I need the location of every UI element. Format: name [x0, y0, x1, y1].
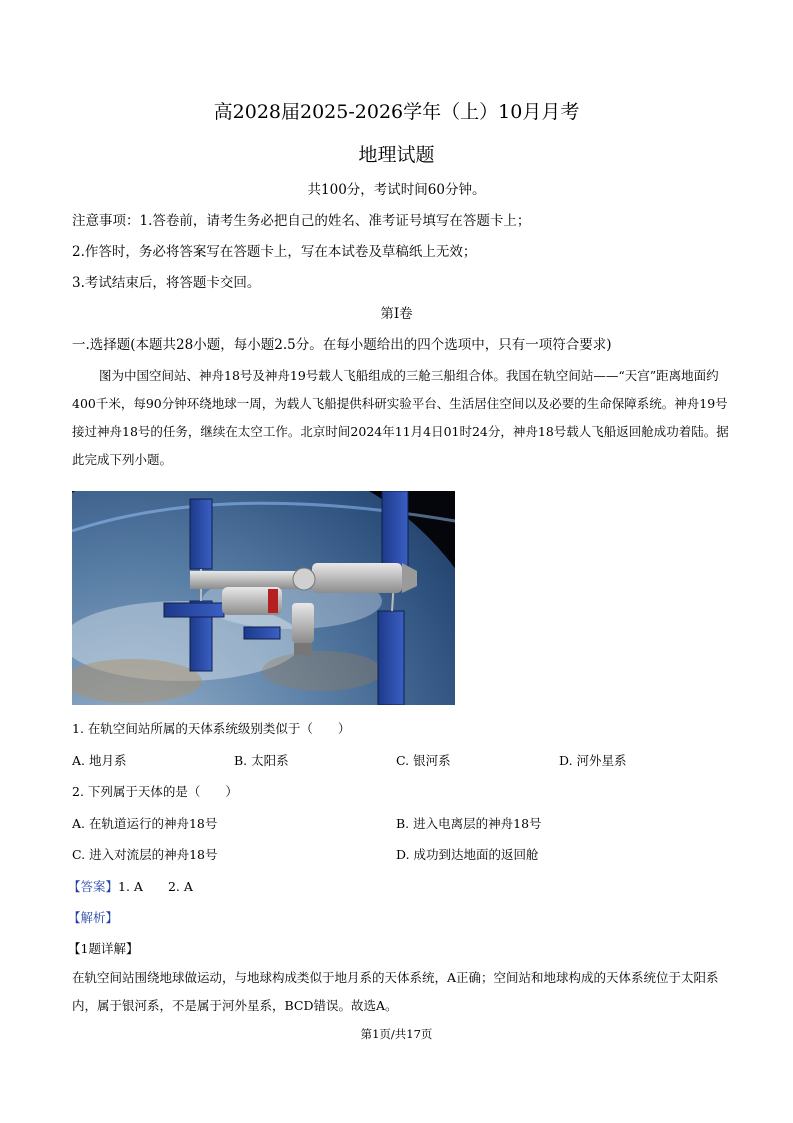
page-footer: 第1页/共17页: [360, 1027, 433, 1041]
detail-text: 在轨空间站围绕地球做运动，与地球构成类似于地月系的天体系统，A正确；空间站和地球构成的天体系统位于太阳系内，属于银河系，不是属于河外星系，BCD错误。故选A。: [72, 970, 719, 1013]
score-time-line: 共100分，考试时间60分钟。: [307, 182, 486, 198]
question-1-option-d: D. 河外星系: [559, 753, 627, 768]
answer-label: 【答案】: [68, 879, 119, 894]
exam-title: 高2028届2025-2026学年（上）10月月考: [213, 101, 580, 123]
question-2-option-d: D. 成功到达地面的返回舱: [396, 847, 539, 862]
answer-values: 1. A 2. A: [118, 879, 193, 894]
space-station-figure: [72, 491, 455, 705]
question-1-option-b: B. 太阳系: [234, 753, 289, 768]
answer-line: [68, 877, 193, 895]
section-heading: 一.选择题(本题共28小题，每小题2.5分。在每小题给出的四个选项中，只有一项符合要求): [72, 337, 612, 353]
note-line-1: 注意事项：1.答卷前，请考生务必把自己的姓名、准考证号填写在答题卡上；: [72, 213, 531, 229]
space-station-image: [72, 491, 455, 705]
analysis-label: 【解析】: [68, 910, 119, 925]
question-1-stem: 1. 在轨空间站所属的天体系统级别类似于（ ）: [72, 721, 351, 736]
question-2-option-b: B. 进入电离层的神舟18号: [396, 816, 542, 831]
question-1-option-c: C. 银河系: [396, 753, 451, 768]
question-2-option-a: A. 在轨道运行的神舟18号: [72, 816, 218, 831]
question-2-stem: 2. 下列属于天体的是（ ）: [72, 784, 238, 799]
question-2-option-c: C. 进入对流层的神舟18号: [72, 847, 218, 862]
note-line-2: 2.作答时，务必将答案写在答题卡上，写在本试卷及草稿纸上无效；: [72, 244, 477, 260]
question-1-option-a: A. 地月系: [72, 753, 127, 768]
note-line-3: 3.考试结束后，将答题卡交回。: [72, 275, 261, 291]
volume-heading: 第I卷: [380, 306, 413, 322]
passage-text: 图为中国空间站、神舟18号及神舟19号载人飞船组成的三舱三船组合体。我国在轨空间站——“天宫”距离地面约400千米，每90分钟环绕地球一周，为载人飞船提供科研实验平台、生活居住空间以及必要的生命保障系统。神舟19号接过神舟18号的任务，继续在太空工作。北京时间2024年11月4日01时24分，神舟18号载人飞船返回舱成功着陆。据此完成下列小题。: [72, 368, 729, 467]
detail-label: 【1题详解】: [68, 941, 139, 956]
subject-title: 地理试题: [358, 144, 435, 166]
